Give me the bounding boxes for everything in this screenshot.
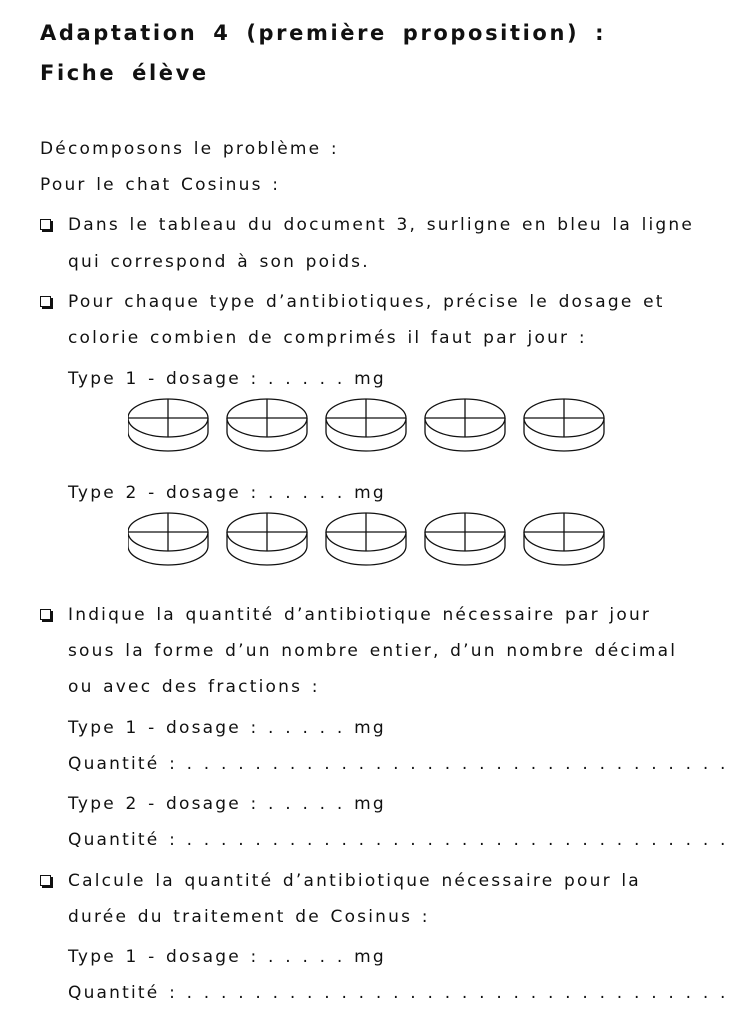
- item3-line-1: Indique la quantité d’antibiotique nécessaire par jour: [68, 605, 652, 625]
- pill-tablet-icon[interactable]: [425, 513, 505, 565]
- item2-type2-dosage: Type 2 - dosage : . . . . . mg: [68, 483, 386, 503]
- pill-row-type1: [128, 396, 608, 460]
- item3-type1-dosage: Type 1 - dosage : . . . . . mg: [68, 718, 386, 738]
- pill-tablet-icon[interactable]: [227, 399, 307, 451]
- pill-tablet-icon[interactable]: [524, 513, 604, 565]
- pill-tablet-icon[interactable]: [524, 399, 604, 451]
- item4-line-2: durée du traitement de Cosinus :: [68, 907, 430, 927]
- item2-type1-dosage: Type 1 - dosage : . . . . . mg: [68, 369, 386, 389]
- checkbox-bullet-icon: [40, 609, 51, 620]
- pill-row-type2: [128, 510, 608, 574]
- pill-tablet-icon[interactable]: [326, 399, 406, 451]
- item3-line-2: sous la forme d’un nombre entier, d’un nombre décimal: [68, 641, 678, 661]
- intro-line-2: Pour le chat Cosinus :: [40, 175, 281, 195]
- item3-line-3: ou avec des fractions :: [68, 677, 320, 697]
- item3-quantity-2: Quantité : . . . . . . . . . . . . . . . . . . . . . . . . . . . . . . . .: [68, 830, 728, 850]
- pill-tablet-icon[interactable]: [425, 399, 505, 451]
- item4-type1-dosage: Type 1 - dosage : . . . . . mg: [68, 947, 386, 967]
- item2-line-2: colorie combien de comprimés il faut par jour :: [68, 328, 587, 348]
- checkbox-bullet-icon: [40, 296, 51, 307]
- checkbox-bullet-icon: [40, 219, 51, 230]
- item4-quantity-1: Quantité : . . . . . . . . . . . . . . . . . . . . . . . . . . . . . . . .: [68, 983, 728, 1003]
- pill-tablet-icon[interactable]: [227, 513, 307, 565]
- item1-line-2: qui correspond à son poids.: [68, 252, 370, 272]
- item1-line-1: Dans le tableau du document 3, surligne en bleu la ligne: [68, 215, 695, 235]
- pill-tablet-icon[interactable]: [128, 513, 208, 565]
- page-title: Adaptation 4 (première proposition) :: [40, 21, 607, 45]
- item4-line-1: Calcule la quantité d’antibiotique nécessaire pour la: [68, 871, 641, 891]
- item2-line-1: Pour chaque type d’antibiotiques, précise le dosage et: [68, 292, 665, 312]
- pill-tablet-icon[interactable]: [326, 513, 406, 565]
- intro-line-1: Décomposons le problème :: [40, 139, 339, 159]
- checkbox-bullet-icon: [40, 875, 51, 886]
- page-subtitle: Fiche élève: [40, 61, 209, 85]
- item3-type2-dosage: Type 2 - dosage : . . . . . mg: [68, 794, 386, 814]
- pill-tablet-icon[interactable]: [128, 399, 208, 451]
- item3-quantity-1: Quantité : . . . . . . . . . . . . . . . . . . . . . . . . . . . . . . . .: [68, 754, 728, 774]
